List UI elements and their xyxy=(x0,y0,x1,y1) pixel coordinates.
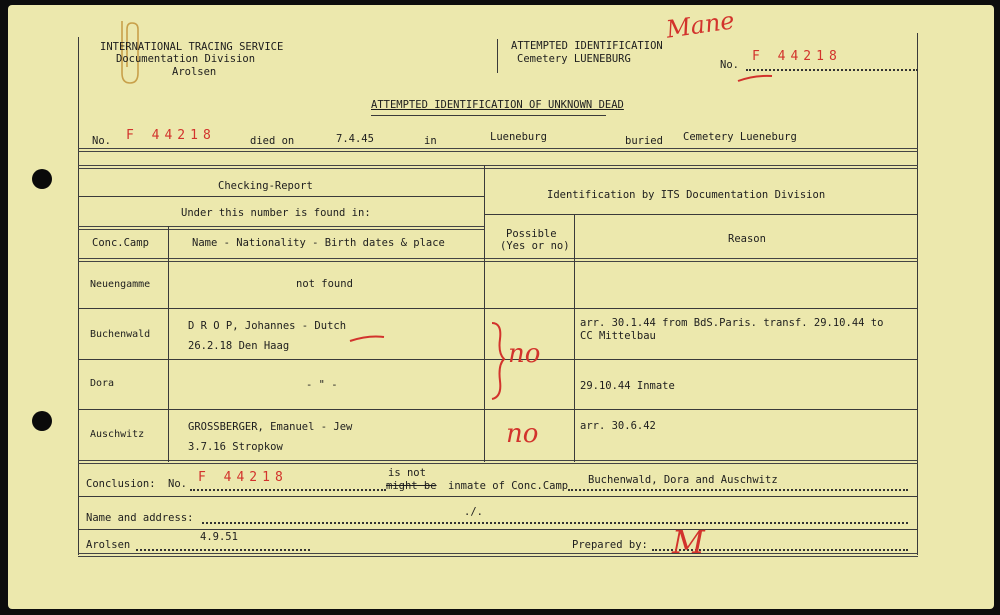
org-location: Arolsen xyxy=(172,66,217,78)
row1-bottom xyxy=(78,308,918,309)
main-title: ATTEMPTED IDENTIFICATION OF UNKNOWN DEAD xyxy=(371,99,624,111)
row3-bottom xyxy=(78,409,918,410)
footer-date: 4.9.51 xyxy=(200,531,238,543)
row-name-line1: GROSSBERGER, Emanuel - Jew xyxy=(188,421,353,433)
row-camp: Buchenwald xyxy=(90,329,151,340)
conclusion-is-not: is not xyxy=(388,467,426,479)
row-name-line1: D R O P, Johannes - Dutch xyxy=(188,320,347,332)
col-divider-camp xyxy=(168,226,169,462)
row-camp: Neuengamme xyxy=(90,279,151,290)
handwritten-initial: M xyxy=(672,523,705,561)
footer-place: Arolsen xyxy=(86,539,131,551)
document-card xyxy=(8,5,994,609)
frame-right xyxy=(917,33,918,555)
record-buried-value: Cemetery Lueneburg xyxy=(683,131,797,143)
row-reason-line1: arr. 30.6.42 xyxy=(580,420,656,432)
handwritten-brace xyxy=(486,321,506,401)
conclusion-inmate-of: inmate of Conc.Camp xyxy=(448,480,569,492)
conclusion-no-label: No. xyxy=(168,478,187,490)
row-name-line2: 3.7.16 Stropkow xyxy=(188,441,283,453)
conclusion-struck: might be xyxy=(386,480,437,492)
row-reason-line1: 29.10.44 Inmate xyxy=(580,380,675,392)
record-died-value: 7.4.45 xyxy=(336,133,374,145)
col-divider-main xyxy=(484,165,485,462)
handwritten-no-auschwitz: no xyxy=(506,419,539,449)
handwritten-underline-dutch xyxy=(348,335,388,343)
conclusion-no-value: F 44218 xyxy=(198,470,288,485)
record-buried-label: buried xyxy=(625,135,663,147)
punch-hole-bottom xyxy=(32,411,52,431)
row-camp: Dora xyxy=(90,378,115,389)
header-box-title: ATTEMPTED IDENTIFICATION xyxy=(511,40,663,52)
checking-report-subtitle: Under this number is found in: xyxy=(181,207,371,219)
header-box-place: Cemetery LUENEBURG xyxy=(517,53,631,65)
conclusion-line xyxy=(78,496,918,497)
record-in-value: Lueneburg xyxy=(490,131,547,143)
col-header-camp: Conc.Camp xyxy=(92,237,149,249)
table-bottom xyxy=(78,460,918,464)
checking-report-title: Checking-Report xyxy=(218,180,313,192)
col-header-reason: Reason xyxy=(728,233,766,245)
row-name-line1: not found xyxy=(296,278,353,290)
conclusion-label: Conclusion: xyxy=(86,478,156,490)
table-top xyxy=(78,165,918,169)
row-name-line2: 26.2.18 Den Haag xyxy=(188,340,290,352)
conclusion-camps-dots xyxy=(568,489,908,491)
name-address-line xyxy=(78,529,918,530)
frame-left xyxy=(78,37,79,555)
punch-hole-top xyxy=(32,169,52,189)
header-box-left xyxy=(497,39,498,73)
conclusion-no-dots xyxy=(190,489,386,491)
col-header-bottom xyxy=(78,258,918,262)
col-divider-possible xyxy=(574,214,575,462)
org-division: Documentation Division xyxy=(116,53,256,65)
footer-date-dots xyxy=(136,549,310,551)
handwritten-name-annotation: Mane xyxy=(664,6,737,44)
ident-title: Identification by ITS Documentation Division xyxy=(547,189,826,201)
prepared-by-label: Prepared by: xyxy=(572,539,648,551)
conclusion-camps: Buchenwald, Dora and Auschwitz xyxy=(588,474,778,486)
record-in-label: in xyxy=(424,135,437,147)
title-underline xyxy=(371,115,606,116)
row-name-line1: - " - xyxy=(306,379,338,391)
header-no-label: No. xyxy=(720,59,739,71)
record-line xyxy=(78,148,918,152)
handwritten-underline xyxy=(736,73,776,83)
org-name: INTERNATIONAL TRACING SERVICE xyxy=(100,41,284,53)
name-address-label: Name and address: xyxy=(86,512,194,524)
ident-title-line xyxy=(484,214,918,215)
record-no-label: No. xyxy=(92,135,111,147)
record-no-value: F 44218 xyxy=(126,128,216,143)
col-header-possible-hint: (Yes or no) xyxy=(500,240,570,252)
col-header-possible: Possible xyxy=(506,228,557,240)
record-died-label: died on xyxy=(250,135,295,147)
header-no-dots xyxy=(746,69,918,71)
row-reason-line2: CC Mittelbau xyxy=(580,330,656,342)
name-address-value: ./. xyxy=(464,506,483,518)
col-header-top xyxy=(78,226,484,230)
row-reason-line1: arr. 30.1.44 from BdS.Paris. transf. 29.10.44 to xyxy=(580,317,884,329)
name-address-dots xyxy=(202,522,908,524)
handwritten-no-buchenwald-dora: no xyxy=(508,339,541,369)
col-header-name: Name - Nationality - Birth dates & place xyxy=(192,237,445,249)
row-camp: Auschwitz xyxy=(90,429,145,440)
header-no-value: F 44218 xyxy=(752,49,842,64)
checking-title-line xyxy=(78,196,484,197)
footer-bottom xyxy=(78,553,918,557)
